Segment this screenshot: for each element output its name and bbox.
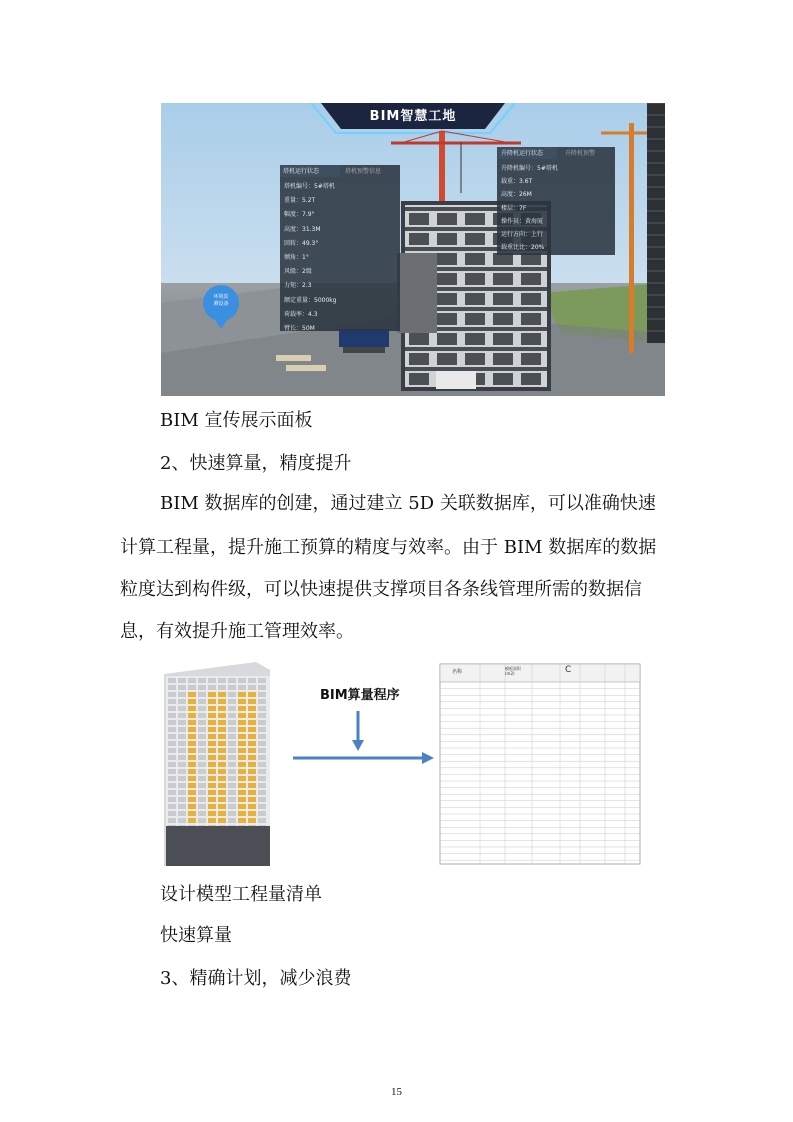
- bim-dashboard-image: [161, 103, 665, 396]
- right-panel-tab-2[interactable]: 升降机预警: [565, 150, 596, 157]
- left-panel-row: 额定重量：5000kg: [284, 296, 337, 304]
- bim-program-label: BIM算量程序: [320, 688, 400, 703]
- map-pin-label: [206, 294, 236, 308]
- right-panel-row: 楼层：7F: [501, 204, 527, 212]
- map-pin-label-line1: 环境监: [213, 294, 229, 300]
- quantity-table: [440, 664, 640, 864]
- left-panel-tab-1[interactable]: 塔机运行状态: [283, 168, 320, 175]
- building-model: [164, 662, 270, 866]
- paragraph-line-4: 息，有效提升施工管理效率。: [120, 621, 354, 642]
- left-panel-row: 回转：49.3°: [284, 239, 319, 247]
- paragraph-line-2: 计算工程量，提升施工预算的精度与效率。由于 BIM 数据库的数据: [120, 537, 657, 558]
- table-header-name: 名称: [452, 669, 463, 675]
- caption-bim-panel: BIM 宣传展示面板: [160, 410, 313, 431]
- right-panel-row: 载重比比：20%: [501, 244, 545, 252]
- caption-fast-calculation: 快速算量: [160, 925, 232, 946]
- left-panel-tab-2[interactable]: 塔机预警信息: [345, 168, 382, 175]
- left-panel-row: 幅度：7.9°: [284, 211, 315, 219]
- table-header-area: 模板面积 (m2): [505, 666, 521, 676]
- right-panel-row: 载重：3.6T: [501, 178, 533, 186]
- heading-fast-calculation: 2、快速算量，精度提升: [160, 453, 352, 474]
- left-panel-rows: [284, 180, 337, 336]
- bim-quantity-image: [160, 656, 642, 870]
- left-panel-row: 荷载率：4.3: [284, 310, 318, 318]
- right-panel-rows: [501, 162, 558, 254]
- paragraph-line-1: BIM 数据库的创建，通过建立 5D 关联数据库，可以准确快速: [160, 493, 656, 514]
- heading-precise-planning: 3、精确计划，减少浪费: [160, 968, 352, 989]
- left-panel-row: 重量：5.2T: [284, 197, 316, 205]
- process-arrow: [293, 711, 434, 764]
- shed: [339, 329, 389, 347]
- table-header-c: C: [565, 665, 572, 675]
- bim-dashboard-figure: [161, 103, 665, 396]
- left-panel-row: 塔机编号：5#塔机: [284, 183, 335, 190]
- left-panel-row: 力矩：2.3: [284, 282, 312, 290]
- right-panel-tab-1[interactable]: 升降机运行状态: [501, 150, 544, 157]
- right-panel-row: 运行方向：上行: [501, 231, 544, 239]
- right-panel-row: 操作员：黄海厦: [501, 217, 544, 225]
- right-panel-row: 升降机编号：5#塔机: [501, 165, 558, 172]
- page-number: 15: [391, 1086, 402, 1098]
- right-panel-row: 高度：26M: [501, 191, 532, 199]
- left-panel-row: 倾角：1°: [284, 254, 309, 262]
- caption-model-quantity-list: 设计模型工程量清单: [160, 884, 322, 905]
- map-pin-label-line2: 测设备: [213, 301, 229, 307]
- paragraph-line-3: 粒度达到构件级，可以快速提供支撑项目各条线管理所需的数据信: [120, 579, 642, 600]
- left-panel-row: 风级：2级: [284, 268, 312, 276]
- bim-quantity-figure: [160, 656, 642, 870]
- left-panel-row: 臂长：50M: [284, 325, 315, 333]
- banner-title: BIM智慧工地: [369, 109, 457, 124]
- left-panel-row: 高度：31.3M: [284, 225, 321, 233]
